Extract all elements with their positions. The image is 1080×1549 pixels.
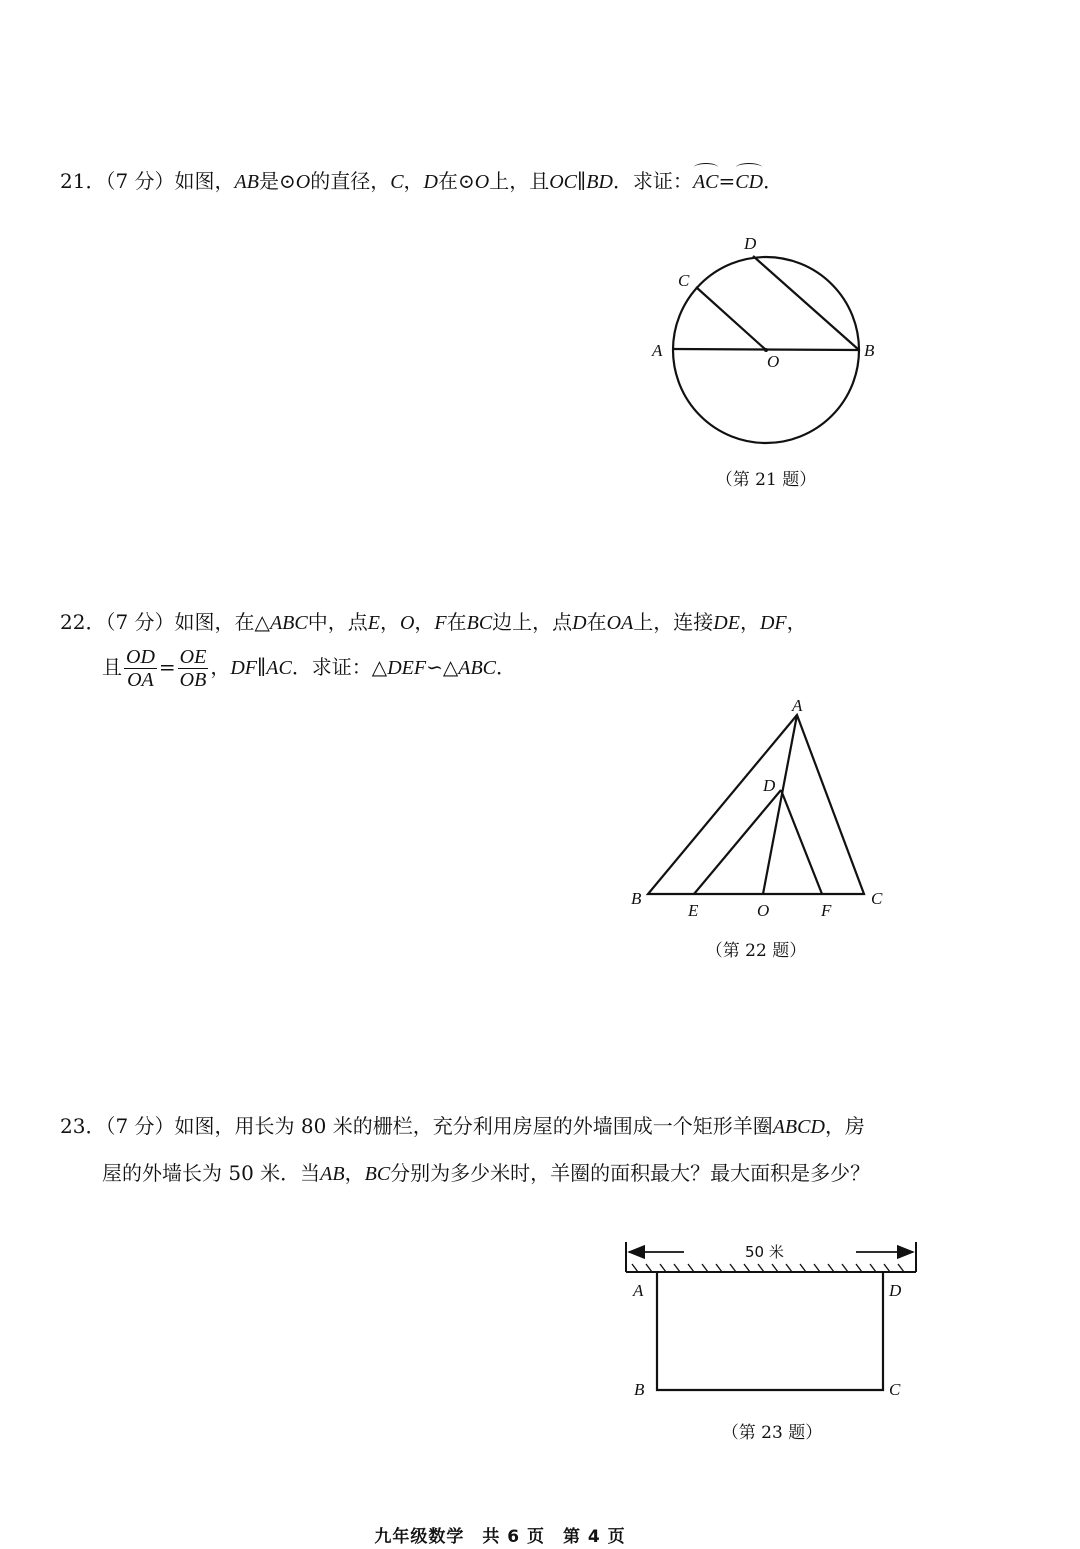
q23-points: （7 分） bbox=[105, 1114, 175, 1138]
fig22-segment-de bbox=[694, 790, 781, 894]
q21-text: ， bbox=[403, 169, 424, 193]
q22-var: AC bbox=[266, 657, 292, 679]
fig22-label-d: D bbox=[763, 776, 776, 795]
q21-var: BD bbox=[586, 171, 613, 193]
q22-text: = bbox=[158, 655, 176, 679]
q22-var: BC bbox=[466, 612, 493, 634]
fig22-label-b: B bbox=[631, 889, 642, 908]
figure-21-circle-diagram bbox=[640, 230, 900, 460]
q21-text: ∥ bbox=[577, 169, 587, 193]
fig23-wall-length-label: 50 米 bbox=[745, 1243, 784, 1261]
q22-points: （7 分） bbox=[105, 610, 175, 634]
question-23 bbox=[60, 1107, 960, 1193]
q22-var: DE bbox=[713, 612, 740, 634]
q22-text: ．求证：△ bbox=[291, 655, 388, 679]
q22-text: ∥ bbox=[257, 655, 267, 679]
fig22-label-f: F bbox=[821, 901, 832, 920]
q23-var: BC bbox=[364, 1163, 391, 1185]
q21-number: 21． bbox=[60, 169, 106, 193]
q22-var: OA bbox=[606, 612, 634, 634]
question-21-line-1 bbox=[60, 162, 960, 201]
q21-var: O bbox=[295, 171, 311, 193]
q23-number: 23． bbox=[60, 1114, 106, 1138]
fig23-label-b: B bbox=[634, 1380, 645, 1399]
q22-fraction-oe-ob bbox=[178, 646, 209, 691]
fig22-label-c: C bbox=[871, 889, 883, 908]
fig21-label-c: C bbox=[678, 271, 690, 290]
q23-text: 如图，用长为 80 米的栅栏，充分利用房屋的外墙围成一个矩形羊圈 bbox=[174, 1114, 773, 1138]
q21-var: OC bbox=[549, 171, 578, 193]
q22-var: DF bbox=[230, 657, 257, 679]
q21-var: C bbox=[390, 171, 404, 193]
q22-var: DF bbox=[759, 612, 787, 634]
fig21-label-d: D bbox=[744, 234, 757, 253]
q23-text: ，房 bbox=[824, 1114, 865, 1138]
q21-text: 如图， bbox=[174, 169, 235, 193]
q22-var: E bbox=[367, 612, 380, 634]
q22-text: ∽△ bbox=[426, 655, 459, 679]
q21-points: （7 分） bbox=[105, 169, 175, 193]
q21-text: ． bbox=[763, 169, 784, 193]
q21-text: 的直径， bbox=[310, 169, 391, 193]
q23-var: AB bbox=[320, 1163, 345, 1185]
figure-21-caption: （第 21 题） bbox=[715, 470, 817, 490]
fig22-triangle-abc bbox=[648, 715, 864, 894]
q22-text: ． bbox=[496, 655, 517, 679]
q22-text: 中，点 bbox=[307, 610, 368, 634]
q22-text: 如图，在△ bbox=[174, 610, 270, 634]
q22-text: ， bbox=[739, 610, 760, 634]
q22-text: 上，连接 bbox=[633, 610, 714, 634]
q21-text: 在⊙ bbox=[438, 169, 475, 193]
page-footer: 九年级数学 共 6 页 第 4 页 bbox=[374, 1527, 626, 1547]
fraction-numerator: OD bbox=[126, 646, 155, 668]
fig22-label-e: E bbox=[688, 901, 699, 920]
question-21 bbox=[60, 162, 960, 201]
fig23-rectangle-abcd bbox=[657, 1272, 883, 1390]
q22-number: 22． bbox=[60, 610, 106, 634]
q22-text: 边上，点 bbox=[492, 610, 573, 634]
q22-var: ABC bbox=[458, 657, 497, 679]
question-23-line-2 bbox=[60, 1154, 960, 1193]
fig21-segment-bd bbox=[753, 256, 859, 350]
q22-var: DEF bbox=[387, 657, 427, 679]
q21-var: AB bbox=[234, 171, 259, 193]
figure-23-pen-diagram bbox=[610, 1230, 930, 1410]
fraction-denominator: OA bbox=[127, 669, 154, 691]
question-23-line-1 bbox=[60, 1107, 960, 1146]
question-22-line-2 bbox=[60, 646, 960, 691]
fraction-denominator: OB bbox=[179, 669, 207, 691]
fig21-segment-oc bbox=[696, 287, 766, 350]
q22-text: ， bbox=[414, 610, 435, 634]
q22-var: F bbox=[434, 612, 447, 634]
q22-text: ， bbox=[379, 610, 400, 634]
fig23-wall-hatching bbox=[632, 1264, 904, 1272]
q23-text: ， bbox=[344, 1161, 365, 1185]
figure-22-triangle-diagram bbox=[620, 690, 900, 930]
figure-23-caption: （第 23 题） bbox=[721, 1423, 823, 1443]
q21-var: O bbox=[474, 171, 490, 193]
q22-text: ， bbox=[786, 610, 807, 634]
q22-var: ABC bbox=[269, 612, 308, 634]
fig22-label-a: A bbox=[792, 696, 803, 715]
q22-text: 在 bbox=[446, 610, 467, 634]
q21-text: 是⊙ bbox=[258, 169, 296, 193]
question-22-line-1 bbox=[60, 603, 960, 642]
q23-text: 分别为多少米时，羊圈的面积最大？最大面积是多少？ bbox=[390, 1161, 871, 1185]
q23-var: ABCD bbox=[772, 1116, 825, 1138]
q21-arc-ac: AC bbox=[693, 163, 719, 201]
fig21-label-b: B bbox=[864, 341, 875, 360]
q22-fraction-od-oa bbox=[124, 646, 157, 691]
q21-text: 上，且 bbox=[489, 169, 550, 193]
fig21-label-o: O bbox=[767, 352, 780, 371]
fraction-numerator: OE bbox=[179, 646, 207, 668]
q22-text: ， bbox=[210, 655, 231, 679]
fig22-label-o: O bbox=[757, 901, 770, 920]
q22-text: 且 bbox=[102, 655, 122, 679]
fig22-segment-df bbox=[781, 790, 822, 894]
q21-text: = bbox=[718, 169, 736, 193]
q23-text: 屋的外墙长为 50 米．当 bbox=[102, 1161, 321, 1185]
q21-var: D bbox=[423, 171, 438, 193]
fig23-label-a: A bbox=[633, 1281, 644, 1300]
figure-22-caption: （第 22 题） bbox=[705, 941, 807, 961]
fig23-label-d: D bbox=[889, 1281, 902, 1300]
q22-var: O bbox=[399, 612, 415, 634]
question-22 bbox=[60, 603, 960, 691]
q21-arc-cd: CD bbox=[735, 163, 763, 201]
q22-text: 在 bbox=[586, 610, 607, 634]
q21-text: ．求证： bbox=[612, 169, 693, 193]
fig21-label-a: A bbox=[652, 341, 663, 360]
fig23-label-c: C bbox=[889, 1380, 901, 1399]
q22-var: D bbox=[572, 612, 587, 634]
